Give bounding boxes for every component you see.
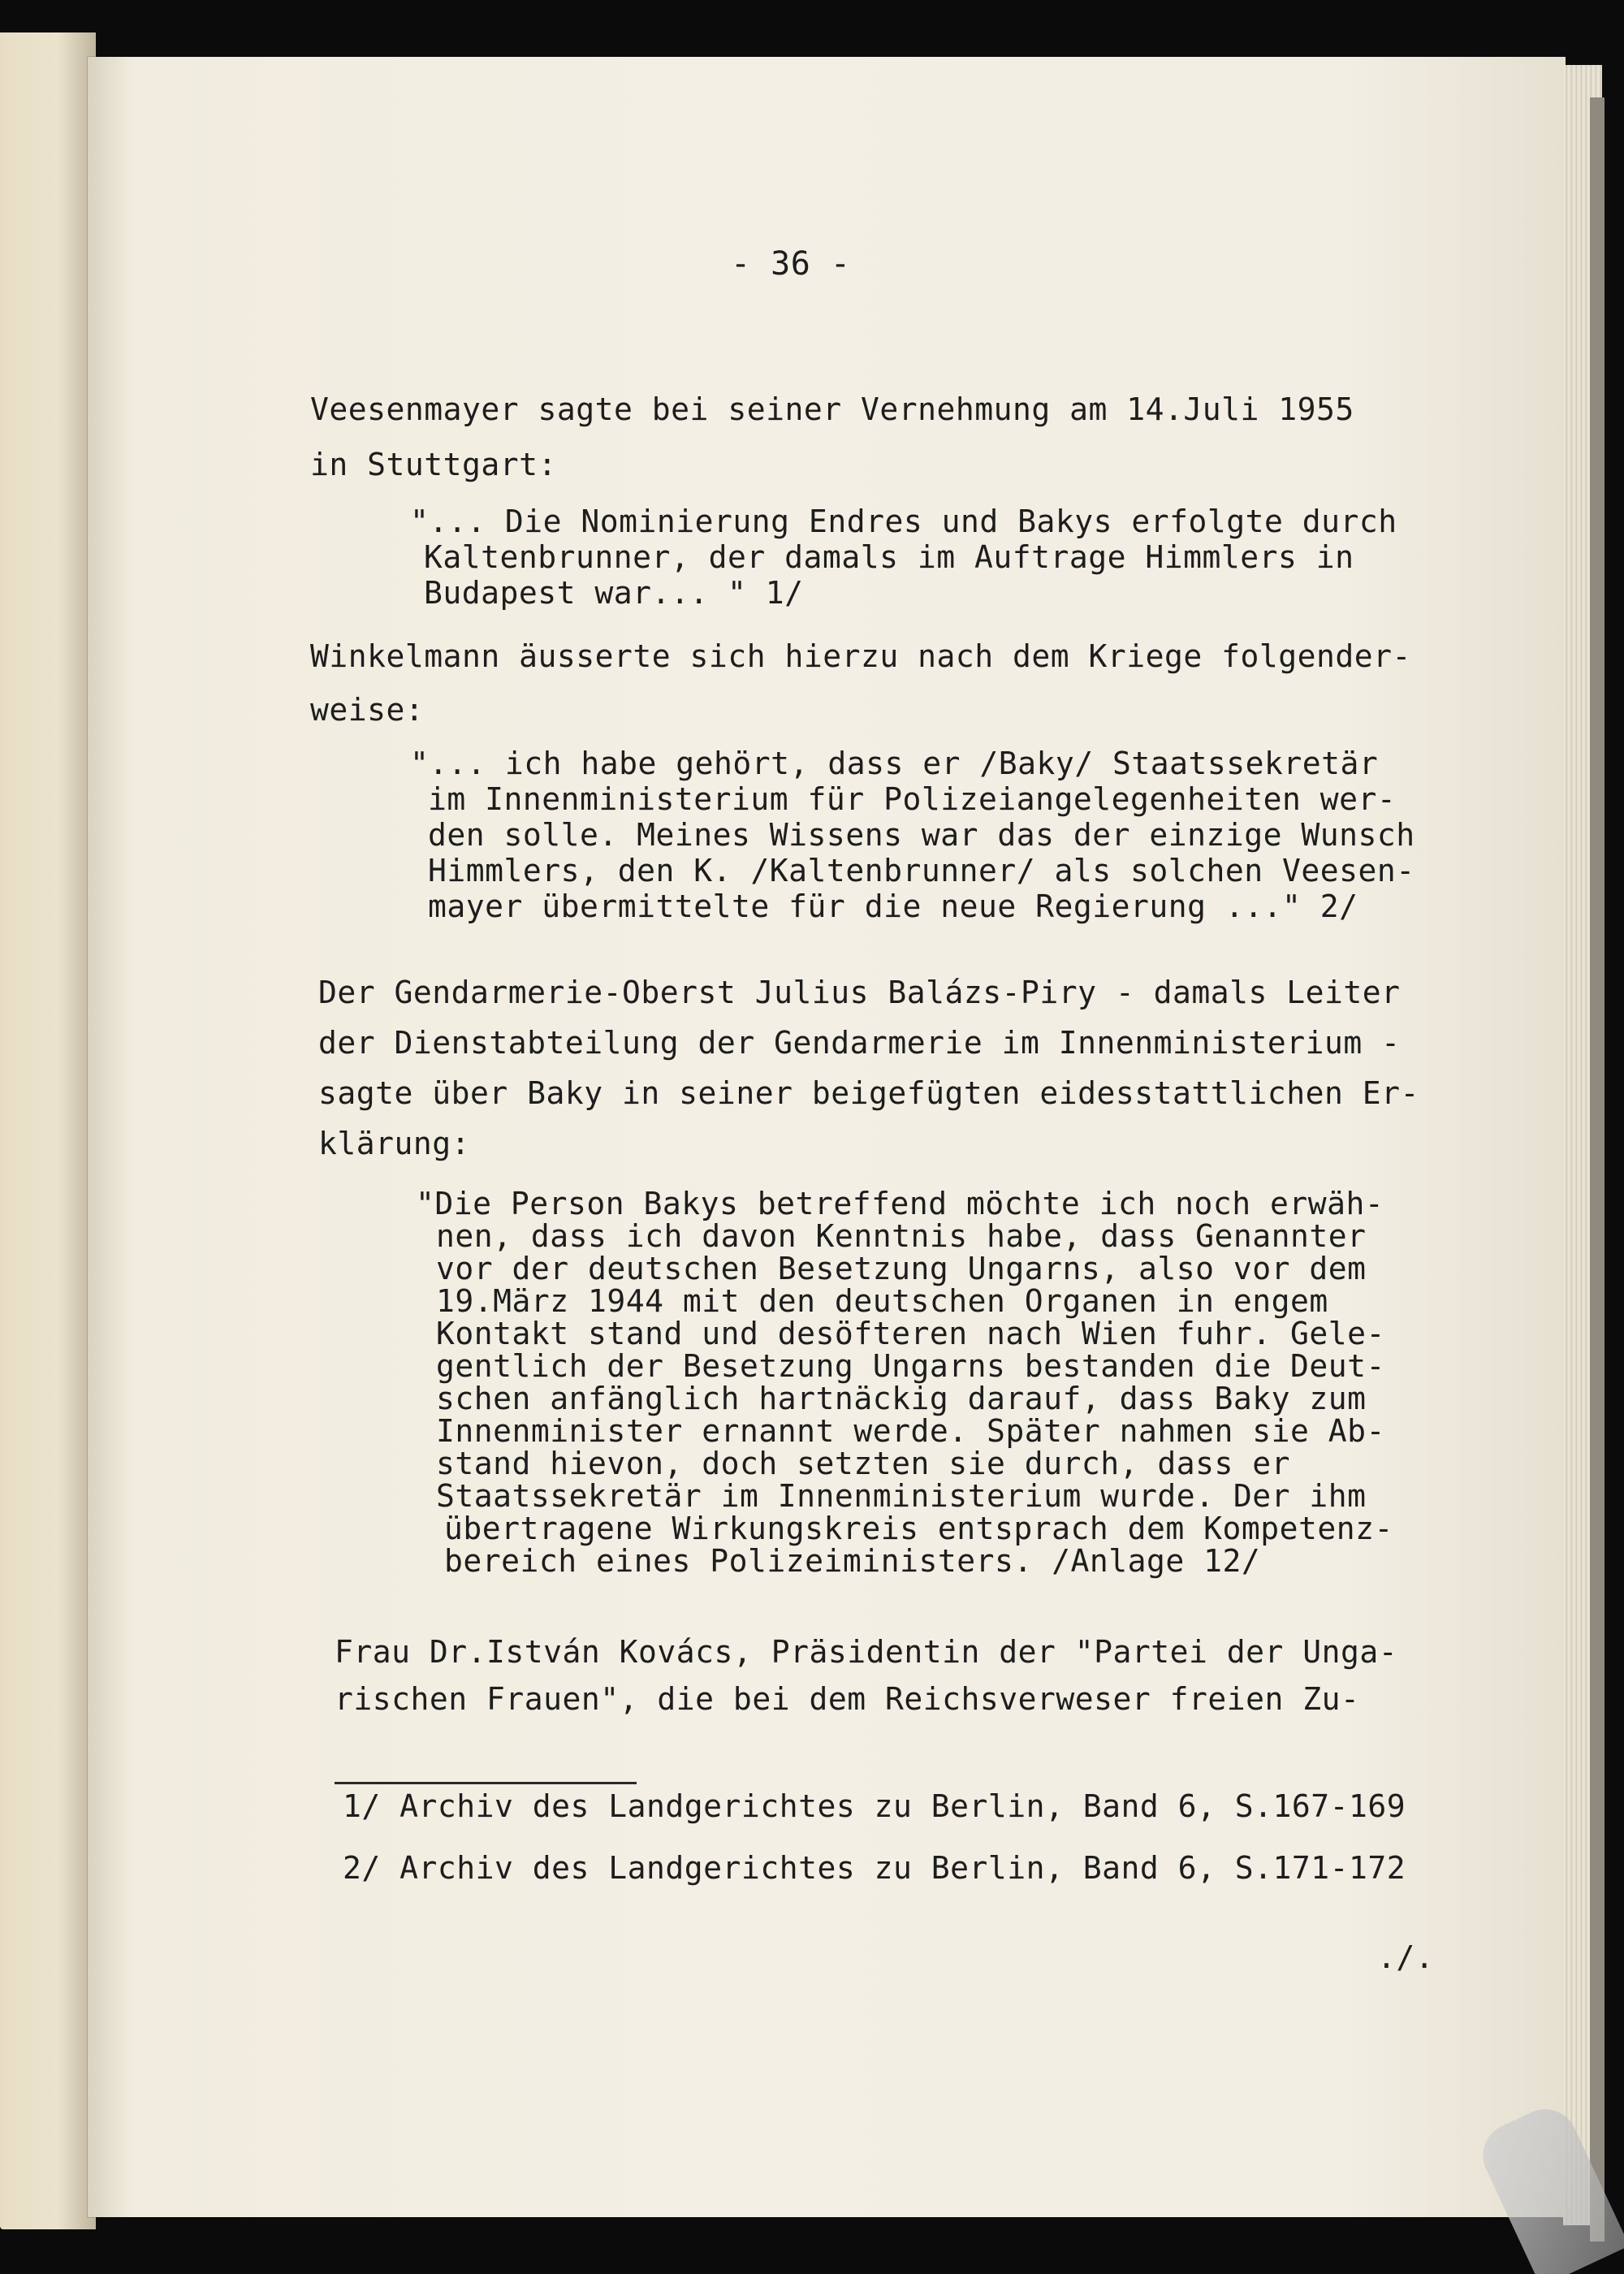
quote2-line: Himmlers, den K. /Kaltenbrunner/ als solchen Veesen- <box>428 853 1415 888</box>
quote1-line: "... Die Nominierung Endres und Bakys erfolgte durch <box>410 504 1397 539</box>
footnote-line: 1/ Archiv des Landgerichtes zu Berlin, Band 6, S.167-169 <box>343 1788 1406 1824</box>
quote3-line: nen, dass ich davon Kenntnis habe, dass Genannter <box>436 1218 1367 1254</box>
quote2-line: "... ich habe gehört, dass er /Baky/ Staatssekretär <box>410 746 1379 781</box>
footnote-line: 2/ Archiv des Landgerichtes zu Berlin, Band 6, S.171-172 <box>343 1850 1406 1886</box>
quote3-line: "Die Person Bakys betreffend möchte ich noch erwäh- <box>416 1186 1384 1221</box>
quote3-line: übertragene Wirkungskreis entsprach dem Kompetenz- <box>444 1511 1393 1546</box>
para3-line: der Dienstabteilung der Gendarmerie im Innenministerium - <box>318 1025 1401 1061</box>
para3-line: klärung: <box>318 1126 471 1161</box>
quote3-line: bereich eines Polizeiministers. /Anlage 12/ <box>444 1543 1261 1579</box>
quote1-line: Budapest war... " 1/ <box>424 575 804 611</box>
book-page <box>88 57 1566 2217</box>
page-number: - 36 - <box>731 245 851 283</box>
para1-line: in Stuttgart: <box>310 447 557 482</box>
quote3-line: vor der deutschen Besetzung Ungarns, also vor dem <box>436 1251 1367 1286</box>
quote3-line: stand hievon, doch setzten sie durch, dass er <box>436 1446 1291 1481</box>
quote3-line: Innenminister ernannt werde. Später nahmen sie Ab- <box>436 1413 1385 1449</box>
quote3-line: Kontakt stand und desöfteren nach Wien fuhr. Gele- <box>436 1316 1385 1351</box>
quote1-line: Kaltenbrunner, der damals im Auftrage Himmlers in <box>424 539 1354 575</box>
quote2-line: im Innenministerium für Polizeiangelegenheiten wer- <box>428 781 1397 817</box>
quote2-line: den solle. Meines Wissens war das der einzige Wunsch <box>428 817 1415 853</box>
quote3-line: Staatssekretär im Innenministerium wurde. Der ihm <box>436 1478 1367 1514</box>
para3-line: sagte über Baky in seiner beigefügten eidesstattlichen Er- <box>318 1075 1419 1111</box>
para2-line: Winkelmann äusserte sich hierzu nach dem Kriege folgender- <box>310 638 1411 674</box>
quote3-line: 19.März 1944 mit den deutschen Organen in engem <box>436 1283 1328 1319</box>
binding-edge <box>1590 97 1605 2242</box>
para2-line: weise: <box>310 692 425 728</box>
continuation-mark: ./. <box>1377 1939 1435 1975</box>
quote2-line: mayer übermittelte für die neue Regierung ..." 2/ <box>428 888 1358 924</box>
para3-line: Der Gendarmerie-Oberst Julius Balázs-Piry - damals Leiter <box>318 975 1401 1010</box>
para4-line: rischen Frauen", die bei dem Reichsverweser freien Zu- <box>335 1681 1360 1717</box>
para4-line: Frau Dr.István Kovács, Präsidentin der "Partei der Unga- <box>335 1634 1398 1670</box>
quote3-line: gentlich der Besetzung Ungarns bestanden die Deut- <box>436 1348 1385 1384</box>
quote3-line: schen anfänglich hartnäckig darauf, dass Baky zum <box>436 1381 1367 1416</box>
para1-line: Veesenmayer sagte bei seiner Vernehmung am 14.Juli 1955 <box>310 391 1354 427</box>
footnote-separator <box>335 1782 637 1784</box>
left-page-edge <box>0 32 96 2229</box>
